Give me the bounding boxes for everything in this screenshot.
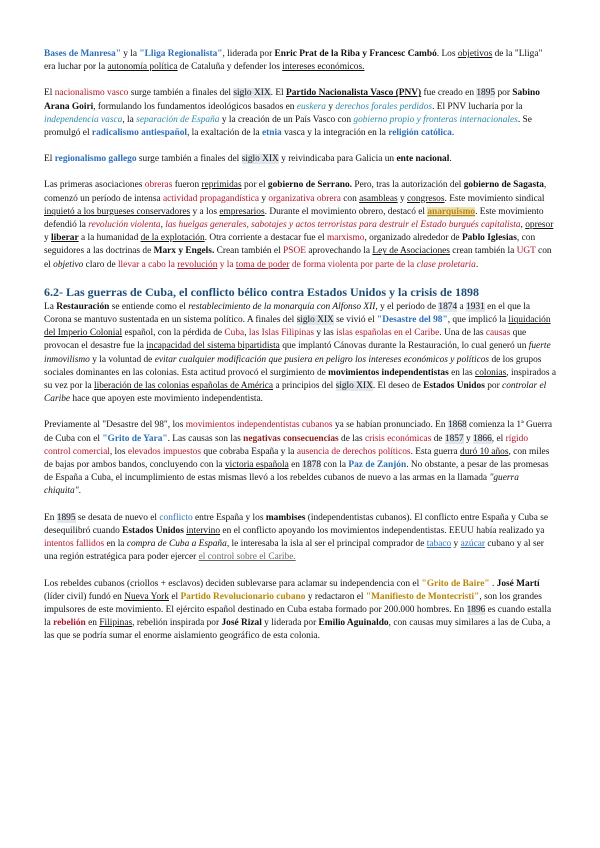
text-span: Restauración <box>56 301 110 312</box>
text-span: crean también la <box>449 246 517 257</box>
text-span: Pablo Iglesias <box>461 233 517 244</box>
text-span: reprimidas <box>201 180 242 191</box>
text-span: y la <box>120 49 140 59</box>
text-span: en el conflicto apoyando los movimientos independentistas. EEUU había realizado ya <box>220 525 545 536</box>
text-span: Marx y Engels. <box>153 246 215 257</box>
text-span: . <box>78 486 82 497</box>
text-span: . El PNV lucharía por la <box>432 101 523 112</box>
text-span: objetivo <box>53 259 84 270</box>
text-span: nacionalismo vasco <box>54 88 129 99</box>
text-span: el <box>168 591 181 602</box>
text-span: liberación de las colonias españolas de América <box>93 381 274 392</box>
text-span: anarquismo <box>427 206 476 217</box>
text-span: el control sobre el Caribe. <box>198 552 296 563</box>
text-span: 1895 <box>476 88 496 99</box>
text-span: Cuba <box>224 328 245 339</box>
text-span: las Islas Filipinas <box>248 328 315 339</box>
text-span: "Desastre del 98" <box>377 315 448 326</box>
text-span: las huelgas generales, sabotajes y actos terroristas para destruir el Estado burgués capitalista <box>165 220 521 231</box>
text-span: y <box>325 101 336 112</box>
text-span: a <box>457 301 466 312</box>
text-span: "Grito de Yara" <box>102 433 168 444</box>
text-span: . Durante el movimiento obrero, destacó el <box>264 206 428 217</box>
text-span: , formulando los fundamentos ideológicos basados en <box>93 101 297 112</box>
text-span: y liderada por <box>261 618 319 629</box>
text-span: por <box>495 88 513 99</box>
text-span: Emilio Aguinaldo <box>318 618 389 629</box>
text-span: etnia <box>261 128 282 139</box>
text-span: se entiende como el <box>109 301 189 312</box>
text-span: gobierno de Serrano. <box>267 180 353 191</box>
text-span: hace que apoyen este movimiento independentista. <box>70 394 263 405</box>
text-span: en <box>85 618 100 629</box>
text-span: , el <box>491 433 506 444</box>
text-span: , comenzó un período de intensa <box>44 180 547 204</box>
text-span: , los <box>109 446 128 457</box>
paragraph-conflicto-1895 <box>44 512 556 565</box>
text-span: de la explotación <box>140 233 205 244</box>
text-span: inquietó a los burgueses conservadores <box>44 206 191 217</box>
text-span: Sabino Arana Goiri <box>44 88 540 112</box>
text-span: de la "Lliga" era luchar por la <box>44 49 543 73</box>
text-span: elevados impuestos <box>127 446 202 457</box>
text-span: 1878 <box>302 460 322 471</box>
text-span: Previamente al "Desastre del 98", los <box>44 420 186 431</box>
text-span: evitar cualquier modificación que pusiera en peligro los intereses económicos y políticos <box>154 354 490 365</box>
text-span: por <box>484 381 503 392</box>
text-span: y <box>44 233 52 244</box>
text-span: movimientos independentistas <box>328 367 449 378</box>
text-span: . <box>475 259 479 270</box>
text-span: derechos forales perdidos <box>335 101 433 112</box>
text-span: Las primeras asociaciones <box>44 180 145 191</box>
text-span: en las <box>448 367 476 378</box>
text-span: incapacidad del sistema bipartidista <box>146 341 280 352</box>
text-span: liberar <box>51 233 79 244</box>
text-span: fuerte inmovilismo <box>44 341 551 365</box>
text-span: marxismo <box>326 233 365 244</box>
text-span: y las <box>314 328 337 339</box>
text-span: . El <box>270 88 287 99</box>
text-span: siglo XIX <box>233 88 271 99</box>
text-span: Paz de Zanjón <box>348 460 407 471</box>
text-span: PSOE <box>283 246 306 257</box>
text-span: 1896 <box>466 604 486 615</box>
text-span: Estados Unidos <box>122 525 184 536</box>
text-span: rígido control comercial <box>44 433 529 457</box>
section-heading: 6.2- Las guerras de Cuba, el conflicto bélico contra Estados Unidos y la crisis de 1898 <box>44 284 479 299</box>
text-span: de los grupos sociales dominantes en las colonias. Esta actitud provocó el surgimiento de <box>44 354 542 378</box>
text-span: vasca y la integración en la <box>281 128 389 139</box>
text-span: rebelión <box>53 618 86 629</box>
text-span: de <box>431 433 445 444</box>
text-span: y <box>451 539 461 550</box>
text-span: de las <box>338 433 365 444</box>
text-span: que provocan el desastre fue la <box>44 328 527 352</box>
text-span: clase proletaria <box>416 259 476 270</box>
text-span: empresarios <box>219 206 265 217</box>
text-span: . <box>451 128 455 139</box>
text-span: cubano y al ser una región estratégica para poder ejercer <box>44 539 544 563</box>
paragraph-nacionalismo-vasco <box>44 87 556 140</box>
text-span: La <box>44 301 57 312</box>
text-span: congresos <box>407 193 445 204</box>
text-span: controlar el Caribe <box>44 381 547 405</box>
text-span: surge también a finales del <box>136 154 242 165</box>
text-span: . El deseo de <box>372 381 424 392</box>
text-span: compra de Cuba a España <box>126 539 227 550</box>
text-span: conflicto <box>159 512 193 523</box>
text-span: organizativa obrera <box>268 193 341 204</box>
text-span: en la <box>104 539 127 550</box>
text-span: siglo XIX <box>241 154 279 165</box>
text-span: y la voluntad de <box>89 354 155 365</box>
text-span: euskera <box>296 101 326 112</box>
text-span: El <box>44 154 55 165</box>
text-span: . Otra corriente a destacar fue el <box>204 233 327 244</box>
text-span: de Cataluña y defender los <box>177 62 283 73</box>
text-span: 1931 <box>466 301 485 312</box>
text-span: ya se habían pronunciado. En <box>332 420 448 431</box>
text-span: negativas consecuencias <box>243 433 339 444</box>
text-span: fueron <box>172 180 202 191</box>
text-span: y <box>463 433 474 444</box>
text-span: y redactaron el <box>305 591 366 602</box>
text-span: siglo XIX <box>335 381 373 392</box>
text-span: que cobraba España y la <box>201 446 297 457</box>
text-span: autonomía política <box>107 62 178 73</box>
text-span: y <box>397 193 408 204</box>
text-span: obreras <box>144 180 173 191</box>
text-span: 1874 <box>438 301 458 312</box>
text-span: siglo XIX <box>296 315 334 326</box>
text-span: y <box>259 193 269 204</box>
text-span: El <box>44 88 55 99</box>
text-span: . Una de las <box>439 328 486 339</box>
text-span: intentos fallidos <box>44 539 105 550</box>
text-span: y la creación de un País Vasco con <box>219 114 354 125</box>
text-span: restablecimiento de la monarquía con Alfonso XII <box>188 301 376 312</box>
text-span: victoria española <box>224 460 289 471</box>
text-span: Filipinas <box>99 618 133 629</box>
text-span: 1857 <box>444 433 464 444</box>
text-span: . <box>489 578 497 589</box>
text-span: y a los <box>190 206 220 217</box>
text-span: 1866 <box>473 433 492 444</box>
text-span: , y el período de <box>375 301 439 312</box>
text-span: toma de poder <box>235 259 290 270</box>
text-span: es cuando estalla la <box>44 604 552 629</box>
text-span: En <box>44 512 57 523</box>
text-span: (independentistas cubanos). El conflicto entre España y Cuba se desequilibró cuando <box>44 512 549 536</box>
text-span: (líder civil) fundó en <box>44 591 125 602</box>
text-span: . <box>449 154 452 165</box>
text-span: actividad propagandística <box>162 193 260 204</box>
text-span: . Esta guerra <box>410 446 461 457</box>
text-span: radicalismo antiespañol <box>91 128 187 139</box>
text-span: "guerra chiquita" <box>44 473 519 497</box>
text-span: y la <box>217 259 236 270</box>
text-span: . Las causas son las <box>167 433 244 444</box>
text-span: "Manifiesto de Montecristi" <box>365 591 480 602</box>
text-span: azúcar <box>460 539 486 550</box>
text-span: objetivos <box>457 49 493 59</box>
text-span: liquidación del Imperio Colonial <box>44 315 551 339</box>
text-span: Crean también el <box>214 246 284 257</box>
text-span: , <box>244 328 249 339</box>
text-span: religión católica <box>388 128 452 139</box>
text-span: 1868 <box>447 420 467 431</box>
text-span: colonias <box>475 367 507 378</box>
text-span: . Se promulgó el <box>44 114 532 139</box>
text-span: , con seguidores a las doctrinas de <box>44 233 536 257</box>
text-span: . Los <box>436 49 458 59</box>
text-span: "Lliga Regionalista" <box>139 49 223 59</box>
text-span: fue creado en <box>421 88 477 99</box>
text-span: entre España y los <box>192 512 266 523</box>
text-span: Partido Revolucionario cubano <box>180 591 306 602</box>
text-span: asambleas <box>359 193 398 204</box>
text-span: intereses económicos. <box>282 62 365 73</box>
text-span: independencia vasca <box>44 114 123 125</box>
text-span: por el <box>241 180 268 191</box>
text-span: en el que la Corona se mantuvo sustentada en un sistema político. A finales del <box>44 301 531 326</box>
text-span: , la exaltación de la <box>186 128 262 139</box>
text-span: revolución <box>177 259 218 270</box>
text-span: a la humanidad <box>78 233 141 244</box>
text-span: , inspirados a su vez por la <box>44 367 557 392</box>
text-span: , son los grandes impulsores de este movimiento. El ejército español destinado en Cuba estaba formado por 200.000 hombres. En <box>44 591 542 615</box>
paragraph-primera-guerra <box>44 419 556 498</box>
text-span: , liderada por <box>222 49 275 59</box>
text-span: . Este movimiento defendió la <box>44 206 544 231</box>
text-span: se desata de nuevo el <box>75 512 160 523</box>
text-span: , le interesaba la isla al ser el principal comprador de <box>226 539 427 550</box>
text-span: opresor <box>525 220 554 231</box>
paragraph-lliga <box>44 48 556 74</box>
text-span: de forma violenta por parte de la <box>289 259 417 270</box>
text-span: español, con la pérdida de <box>122 328 225 339</box>
text-span: con el <box>44 246 552 270</box>
text-span: José Rizal <box>221 618 262 629</box>
text-span: con <box>340 193 360 204</box>
text-span: Pero, tras la autorización del <box>352 180 464 191</box>
text-span: duró 10 años <box>460 446 509 457</box>
text-span: Bases de Manresa" <box>44 49 121 59</box>
text-span: gobierno de Sagasta <box>463 180 544 191</box>
text-span: llevar a cabo la <box>117 259 178 270</box>
text-span: , organizado alrededor de <box>364 233 462 244</box>
text-span: separación de España <box>136 114 220 125</box>
text-span: intervino <box>186 525 221 536</box>
text-span: surge también a finales del <box>128 88 234 99</box>
paragraph-movimiento-obrero <box>44 179 556 271</box>
paragraph-rebeldes-cubanos <box>44 578 556 644</box>
text-span: comienza la 1ª Guerra de Cuba con el <box>44 420 553 444</box>
text-span: causas <box>485 328 511 339</box>
text-span: mambises <box>265 512 306 523</box>
text-span: Enric Prat de la Riba y Francesc Cambó <box>274 49 437 59</box>
text-span: Los rebeldes cubanos (criollos + esclavos) deciden sublevarse para aclamar su independencia con el <box>44 578 422 589</box>
text-span: , la <box>122 114 137 125</box>
paragraph-restauracion <box>44 301 556 407</box>
paragraph-regionalismo-gallego <box>44 153 556 166</box>
text-span: Partido Nacionalista Vasco (PNV) <box>286 88 422 99</box>
text-span: . No obstante, a pesar de las promesas de España a Cuba, el incumplimiento de estas mismas llevó a los rebeldes cubanos de nuevo a las armas en la llamada <box>44 460 549 484</box>
text-span: a principios del <box>273 381 336 392</box>
text-span: , que implicó la <box>447 315 509 326</box>
text-span: , con miles de bajas por ambos bandos, concluyendo con la <box>44 446 550 471</box>
text-span: . Este movimiento sindical <box>444 193 545 204</box>
text-span: Estados Unidos <box>423 381 485 392</box>
text-span: tabaco <box>426 539 452 550</box>
text-span: , con causas muy similares a las de Cuba, a las que se podría sumar el enorme aislamiento geográfico de esta colonia. <box>44 618 551 642</box>
text-span: revolución violenta <box>88 220 161 231</box>
text-span: , <box>520 220 526 231</box>
text-span: islas españolas en el Caribe <box>336 328 440 339</box>
text-span: crisis económicas <box>364 433 432 444</box>
text-span: se vivió el <box>333 315 378 326</box>
text-span: , rebelión inspirada por <box>132 618 222 629</box>
text-span: gobierno propio y fronteras internacionales <box>353 114 518 125</box>
text-span: José Martí <box>496 578 540 589</box>
text-span: aprovechando la <box>305 246 373 257</box>
text-span: ausencia de derechos políticos <box>296 446 411 457</box>
text-span: en <box>288 460 303 471</box>
text-span: Ley de Asociaciones <box>372 246 450 257</box>
text-span: y reivindicaba para Galicia un <box>278 154 397 165</box>
text-span: ente nacional <box>396 154 450 165</box>
text-span: Nueva York <box>124 591 169 602</box>
text-span: movimientos independentistas cubanos <box>185 420 333 431</box>
text-span: con la <box>321 460 349 471</box>
text-span: que implantó Cánovas durante la Restauración, lo cual generó un <box>279 341 529 352</box>
text-span: claro de <box>83 259 118 270</box>
text-span: 1895 <box>56 512 76 523</box>
text-span: regionalismo gallego <box>54 154 137 165</box>
text-span: "Grito de Baire" <box>421 578 490 589</box>
text-span: UGT <box>516 246 536 257</box>
text-span: , <box>160 220 166 231</box>
